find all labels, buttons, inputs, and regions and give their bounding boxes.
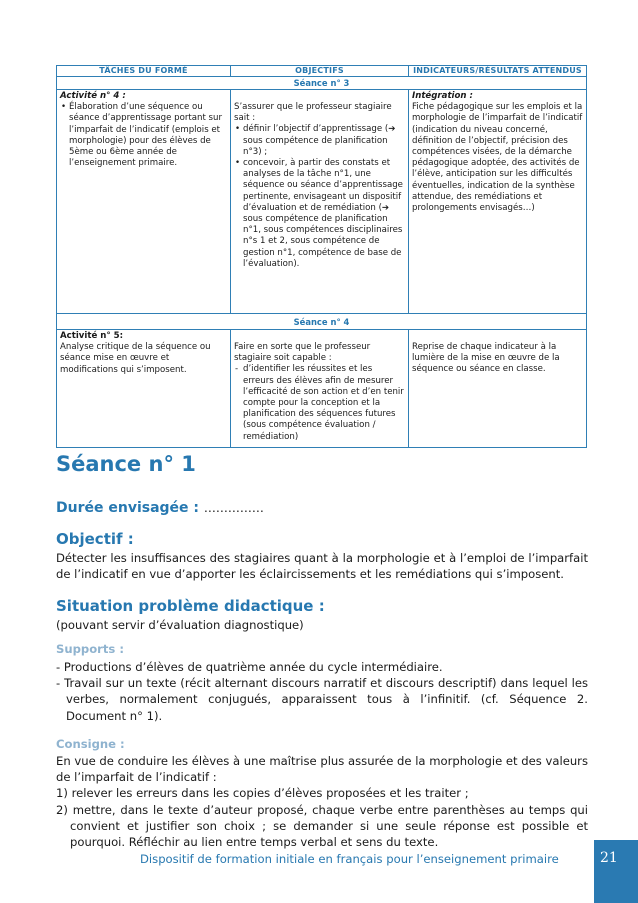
table-header-row <box>57 66 587 77</box>
situation-heading: Situation problème didactique : <box>56 597 325 615</box>
duration-value: …………… <box>203 501 264 515</box>
list-item: • concevoir, à partir des constats et analyses de la tâche n°1, une séquence ou séance d’apprentissage pertinente, envisageant un dispositif d’évaluation et de remédiation (➔ sous compétence de planification n°1, sous compétences disciplinaires n°s 1 et 2, sous compétence de gestion n°1, compétence de base de l’évaluation). <box>243 158 405 270</box>
activity-list <box>60 102 227 169</box>
list-item: - Productions d’élèves de quatrième année du cycle intermédiaire. <box>56 660 443 674</box>
objective-heading: Objectif : <box>56 530 134 548</box>
session-title: Séance n° 1 <box>56 452 196 476</box>
table-header: TÂCHES DU FORMÉ <box>57 66 231 77</box>
list-item: - Travail sur un texte (récit alternant discours narratif et discours descriptif) dans lequel les verbes, normalement conjugués, apparaissent tous à l’infinitif. (cf. Séquence 2. Document n° 1). <box>56 676 588 723</box>
activities-table <box>56 65 587 448</box>
session-label: Séance n° 3 <box>57 77 587 90</box>
table-row <box>57 90 587 314</box>
objective-list <box>234 124 405 270</box>
list-item: 1) relever les erreurs dans les copies d’élèves proposées et les traiter ; <box>56 786 469 801</box>
list-item: • définir l’objectif d’apprentissage (➔ sous compétence de planification n°3) ; <box>243 124 405 158</box>
duration-label: Durée envisagée : <box>56 500 200 516</box>
list-item: - d’identifier les réussites et les erreurs des élèves afin de mesurer l’efficacité de son action et d’en tenir compte pour la conception et la planification des séquences futures (sous compétence évaluation / remédiation) <box>243 364 405 442</box>
table-cell <box>57 90 231 314</box>
situation-subtitle: (pouvant servir d’évaluation diagnostique) <box>56 618 304 632</box>
session-row <box>57 77 587 90</box>
table-cell <box>409 90 587 314</box>
activity-title: Activité n° 4 : <box>60 91 126 101</box>
duration-line <box>56 500 264 516</box>
table-cell <box>231 90 409 314</box>
consigne-label: Consigne : <box>56 737 125 751</box>
list-item: 2) mettre, dans le texte d’auteur proposé, chaque verbe entre parenthèses au temps qui convient et justifier son choix ; se demander si une seule réponse est possible et pourquoi. Réfléchir au lien entre temps verbal et sens du texte. <box>56 802 588 850</box>
consigne-intro: En vue de conduire les élèves à une maîtrise plus assurée de la morphologie et des valeurs de l’imparfait de l’indicatif : <box>56 754 588 785</box>
objective-list <box>234 364 405 442</box>
indicator-title: Intégration : <box>412 91 473 101</box>
objective-text: Détecter les insuffisances des stagiaires quant à la morphologie et à l’emploi de l’imparfait de l’indicatif en vue d’apporter les éclaircissements et les remédiations qui s’imposent. <box>56 551 588 582</box>
session-label: Séance n° 4 <box>57 314 587 330</box>
table-header: OBJECTIFS <box>231 66 409 77</box>
table-cell <box>409 330 587 448</box>
activity-title: Activité n° 5: <box>60 331 124 341</box>
consigne-block <box>56 753 588 850</box>
page-number: 21 <box>600 850 618 866</box>
indicator-text: Reprise de chaque indicateur à la lumière de la mise en œuvre de la séquence ou séance en classe. <box>412 342 560 375</box>
objective-intro: S’assurer que le professeur stagiaire sait : <box>234 102 392 124</box>
footer-text: Dispositif de formation initiale en français pour l’enseignement primaire <box>140 852 559 866</box>
activity-text: Analyse critique de la séquence ou séance mise en œuvre et modifications qui s’imposent. <box>60 342 211 375</box>
table-cell <box>57 330 231 448</box>
indicator-text: Fiche pédagogique sur les emplois et la morphologie de l’imparfait de l’indicatif (indication du niveau concerné, définition de l’objectif, précision des compétences visées, de la démarche pédagogique adoptée, des activités de l’élève, anticipation sur les difficultés éventuelles, indication de la synthèse attendue, des remédiations et prolongements envisagés…) <box>412 102 583 214</box>
page-number-box <box>594 840 638 903</box>
supports-label: Supports : <box>56 642 125 656</box>
list-item: • Élaboration d’une séquence ou séance d’apprentissage portant sur l’imparfait de l’indicatif (emplois et morphologie) pour des élèves de 5ème ou 6ème année de l’enseignement primaire. <box>69 102 227 169</box>
session-row <box>57 314 587 330</box>
table-cell <box>231 330 409 448</box>
supports-list <box>56 659 588 724</box>
table-header: INDICATEURS/RÉSULTATS ATTENDUS <box>409 66 587 77</box>
objective-intro: Faire en sorte que le professeur stagiaire soit capable : <box>234 342 371 364</box>
table-row <box>57 330 587 448</box>
